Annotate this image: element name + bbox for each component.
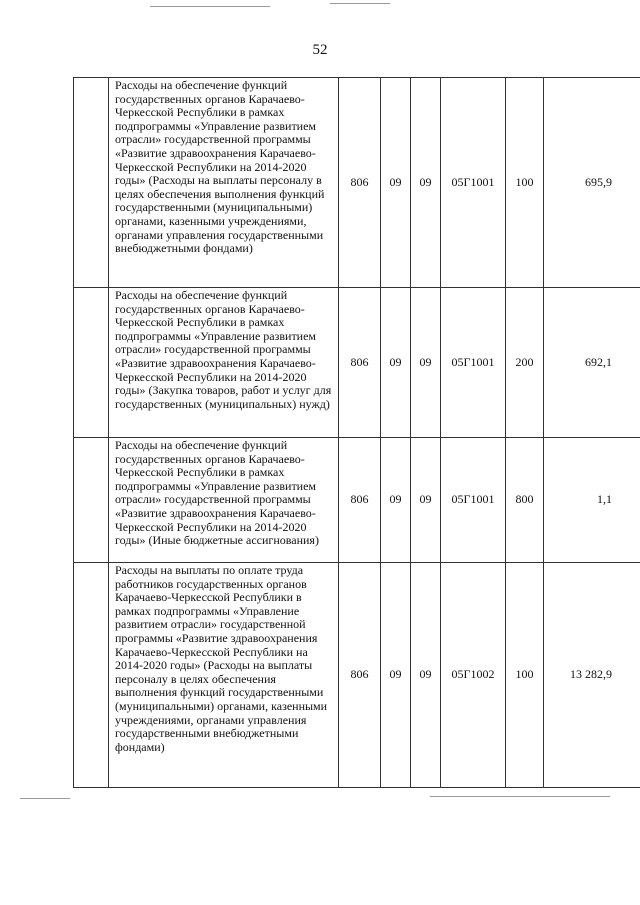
pr-cell: 09 bbox=[411, 438, 441, 563]
table-row bbox=[74, 438, 640, 563]
sum-cell: 13 282,9 bbox=[544, 563, 640, 788]
vr-cell: 100 bbox=[506, 78, 544, 288]
ved-cell: 806 bbox=[339, 288, 381, 438]
csr-cell: 05Г1002 bbox=[441, 563, 506, 788]
csr-cell: 05Г1001 bbox=[441, 438, 506, 563]
table-row bbox=[74, 78, 640, 288]
table-row bbox=[74, 288, 640, 438]
table-row bbox=[74, 563, 640, 788]
scan-artifact bbox=[20, 798, 70, 799]
ved-cell: 806 bbox=[339, 563, 381, 788]
row-description: Расходы на выплаты по оплате труда работников государственных органов Карачаево-Черкесской Республики в рамках подпрограммы «Управление развитием отрасли» государственной программы «Развитие здравоохранения Карачаево-Черкесской Республики на 2014-2020 годы» (Расходы на выплаты персоналу в целях обеспечения выполнения функций государственными (муниципальными) органами, казенными учреждениями, органами управления государственными внебюджетными фондами) bbox=[109, 563, 339, 788]
pr-cell: 09 bbox=[411, 563, 441, 788]
row-description: Расходы на обеспечение функций государственных органов Карачаево-Черкесской Республики в рамках подпрограммы «Управление развитием отрасли» государственной программы «Развитие здравоохранения Карачаево-Черкесской Республики на 2014-2020 годы» (Закупка товаров, работ и услуг для государственных (муниципальных) нужд) bbox=[109, 288, 339, 438]
empty-cell bbox=[74, 563, 109, 788]
pr-cell: 09 bbox=[411, 288, 441, 438]
row-description: Расходы на обеспечение функций государственных органов Карачаево-Черкесской Республики в рамках подпрограммы «Управление развитием отрасли» государственной программы «Развитие здравоохранения Карачаево-Черкесской Республики на 2014-2020 годы» (Иные бюджетные ассигнования) bbox=[109, 438, 339, 563]
page-number: 52 bbox=[312, 42, 328, 58]
rz-cell: 09 bbox=[381, 438, 411, 563]
row-description: Расходы на обеспечение функций государственных органов Карачаево-Черкесской Республики в рамках подпрограммы «Управление развитием отрасли» государственной программы «Развитие здравоохранения Карачаево-Черкесской Республики на 2014-2020 годы» (Расходы на выплаты персоналу в целях обеспечения выполнения функций государственными (муниципальными) органами, казенными учреждениями, органами управления государственными внебюджетными фондами) bbox=[109, 78, 339, 288]
sum-cell: 695,9 bbox=[544, 78, 640, 288]
vr-cell: 200 bbox=[506, 288, 544, 438]
scan-artifact bbox=[150, 6, 270, 7]
rz-cell: 09 bbox=[381, 78, 411, 288]
csr-cell: 05Г1001 bbox=[441, 288, 506, 438]
rz-cell: 09 bbox=[381, 288, 411, 438]
rz-cell: 09 bbox=[381, 563, 411, 788]
ved-cell: 806 bbox=[339, 438, 381, 563]
sum-cell: 692,1 bbox=[544, 288, 640, 438]
csr-cell: 05Г1001 bbox=[441, 78, 506, 288]
empty-cell bbox=[74, 288, 109, 438]
ved-cell: 806 bbox=[339, 78, 381, 288]
sum-cell: 1,1 bbox=[544, 438, 640, 563]
scan-artifact bbox=[430, 796, 610, 797]
vr-cell: 800 bbox=[506, 438, 544, 563]
vr-cell: 100 bbox=[506, 563, 544, 788]
budget-table bbox=[73, 77, 640, 788]
pr-cell: 09 bbox=[411, 78, 441, 288]
scan-artifact bbox=[330, 3, 390, 4]
empty-cell bbox=[74, 438, 109, 563]
empty-cell bbox=[74, 78, 109, 288]
